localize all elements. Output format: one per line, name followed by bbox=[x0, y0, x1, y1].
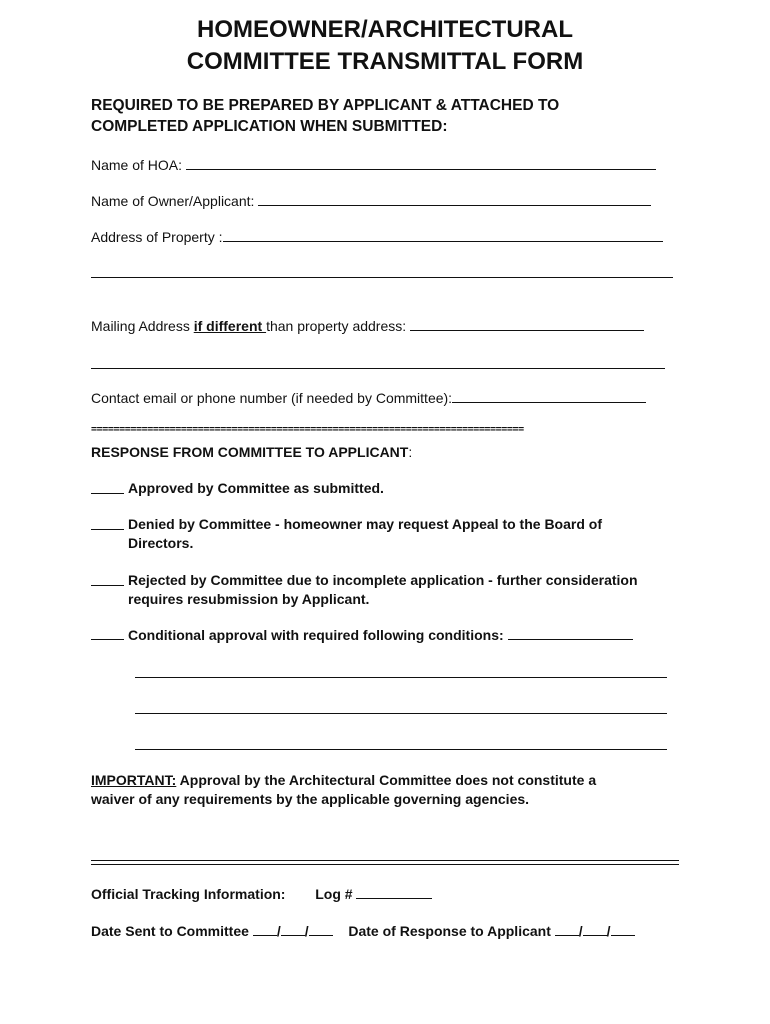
property-address-label: Address of Property : bbox=[91, 229, 223, 245]
contact-label: Contact email or phone number (if needed by Committee): bbox=[91, 390, 453, 406]
form-title-line-2: COMMITTEE TRANSMITTAL FORM bbox=[186, 48, 584, 75]
date-sent-slash-2: / bbox=[304, 923, 309, 939]
hoa-name-row bbox=[91, 155, 656, 174]
date-response-label: Date of Response to Applicant bbox=[348, 923, 551, 939]
date-response-month-field[interactable] bbox=[555, 921, 579, 936]
date-sent-month-field[interactable] bbox=[253, 921, 277, 936]
date-response-slash-1: / bbox=[578, 923, 583, 939]
tracking-row bbox=[91, 884, 432, 903]
rejected-text-line-2: requires resubmission by Applicant. bbox=[128, 591, 370, 607]
date-sent-slash-1: / bbox=[276, 923, 281, 939]
owner-name-field[interactable] bbox=[258, 191, 651, 206]
owner-name-row bbox=[91, 191, 651, 210]
section-separator: ============================================================================= bbox=[91, 424, 524, 435]
date-response-slash-2: / bbox=[606, 923, 611, 939]
important-label: IMPORTANT: bbox=[91, 772, 177, 788]
important-notice bbox=[91, 771, 691, 809]
date-sent-year-field[interactable] bbox=[309, 921, 333, 936]
owner-name-label: Name of Owner/Applicant: bbox=[91, 193, 255, 209]
denied-text-line-1: Denied by Committee - homeowner may request Appeal to the Board of bbox=[128, 516, 602, 532]
rejected-text-line-1: Rejected by Committee due to incomplete application - further consideration bbox=[128, 572, 638, 588]
date-sent-label: Date Sent to Committee bbox=[91, 923, 249, 939]
log-number-label: Log # bbox=[315, 886, 353, 902]
mailing-address-field-line-2[interactable] bbox=[91, 368, 665, 369]
denied-check-blank[interactable] bbox=[91, 515, 124, 530]
rejected-check-blank[interactable] bbox=[91, 571, 124, 586]
mailing-address-field[interactable] bbox=[410, 316, 644, 331]
mailing-address-label-end: than property address: bbox=[266, 318, 407, 334]
date-sent-day-field[interactable] bbox=[281, 921, 305, 936]
property-address-field-line-2[interactable] bbox=[91, 277, 673, 278]
dates-row bbox=[91, 921, 635, 940]
tracking-label: Official Tracking Information: bbox=[91, 886, 286, 902]
contact-row bbox=[91, 388, 646, 407]
requirement-note-line-2: COMPLETED APPLICATION WHEN SUBMITTED: bbox=[91, 118, 448, 135]
condition-line-1[interactable] bbox=[135, 677, 667, 678]
important-text-line-2: waiver of any requirements by the applicable governing agencies. bbox=[91, 791, 530, 807]
conditional-field[interactable] bbox=[508, 625, 633, 640]
mailing-address-label-emphasis: if different bbox=[193, 318, 267, 334]
response-heading-colon: : bbox=[408, 444, 413, 460]
denied-text-line-2: Directors. bbox=[128, 535, 194, 551]
property-address-row bbox=[91, 227, 663, 246]
requirement-note bbox=[91, 95, 691, 137]
response-heading bbox=[91, 443, 412, 461]
form-title-line-1: HOMEOWNER/ARCHITECTURAL bbox=[197, 16, 573, 43]
response-heading-text: RESPONSE FROM COMMITTEE TO APPLICANT bbox=[91, 444, 409, 460]
contact-field[interactable] bbox=[452, 388, 646, 403]
requirement-note-line-1: REQUIRED TO BE PREPARED BY APPLICANT & ATTACHED TO bbox=[91, 97, 560, 114]
important-text-line-1: Approval by the Architectural Committee does not constitute a bbox=[176, 772, 597, 788]
hoa-name-label: Name of HOA: bbox=[91, 157, 183, 173]
conditional-text: Conditional approval with required following conditions: bbox=[128, 627, 504, 643]
approved-text: Approved by Committee as submitted. bbox=[128, 480, 384, 496]
conditional-check-blank[interactable] bbox=[91, 625, 124, 640]
condition-line-2[interactable] bbox=[135, 713, 667, 714]
log-number-field[interactable] bbox=[356, 884, 432, 899]
form-title bbox=[0, 14, 770, 78]
date-response-day-field[interactable] bbox=[583, 921, 607, 936]
hoa-name-field[interactable] bbox=[186, 155, 656, 170]
property-address-field[interactable] bbox=[223, 227, 663, 242]
condition-line-3[interactable] bbox=[135, 749, 667, 750]
mailing-address-row bbox=[91, 316, 644, 335]
mailing-address-label-start: Mailing Address bbox=[91, 318, 194, 334]
date-response-year-field[interactable] bbox=[611, 921, 635, 936]
double-divider bbox=[91, 860, 679, 865]
approved-check-blank[interactable] bbox=[91, 479, 124, 494]
